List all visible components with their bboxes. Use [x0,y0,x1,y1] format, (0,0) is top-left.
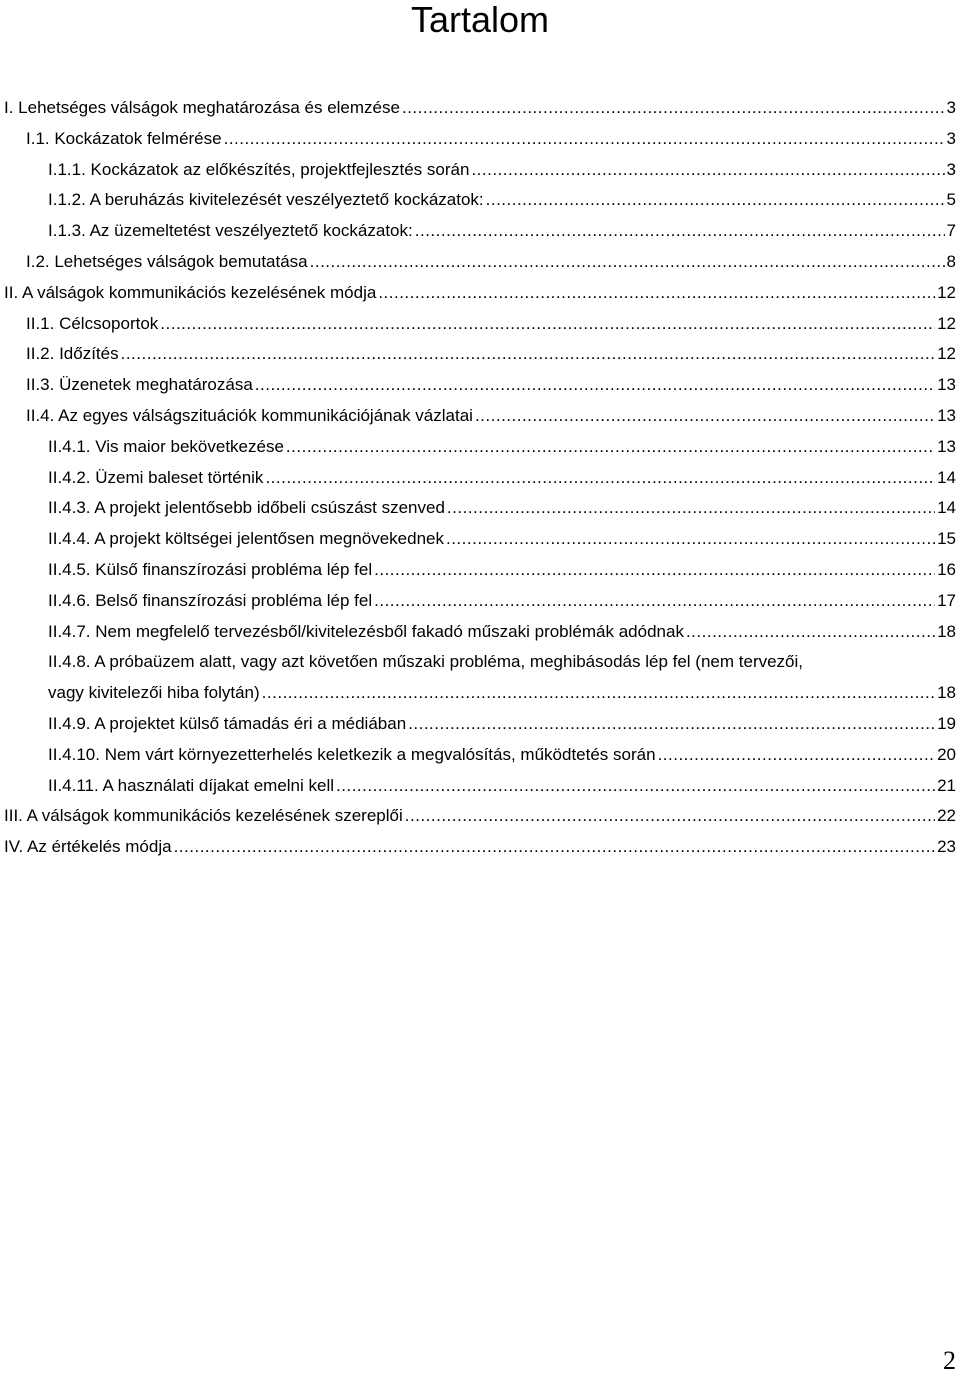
dot-leader [265,463,935,494]
toc-page-number: 3 [946,128,956,148]
table-of-contents [0,93,960,863]
toc-entry[interactable] [0,832,960,863]
page-title: Tartalom [410,0,550,40]
toc-entry[interactable] [0,463,960,494]
toc-page-number: 22 [937,806,956,826]
dot-leader [160,309,935,340]
toc-page-number: 12 [937,344,956,364]
toc-entry[interactable] [0,309,960,340]
toc-entry[interactable] [0,278,960,309]
toc-entry-text: I.1.1. Kockázatok az előkészítés, projektfejlesztés során [48,159,470,179]
toc-page-number: 3 [946,98,956,117]
dot-leader [262,678,935,709]
toc-entry-text: II.4.7. Nem megfelelő tervezésből/kivitelezésből fakadó műszaki problémák adódnak [48,621,684,641]
dot-leader [224,124,945,155]
dot-leader [686,617,935,648]
toc-entry-text: II.4.10. Nem várt környezetterhelés keletkezik a megvalósítás, működtetés során [48,744,656,764]
toc-entry-text: II.3. Üzenetek meghatározása [26,375,253,395]
toc-page-number: 14 [937,498,956,518]
toc-entry[interactable] [0,247,960,278]
dot-leader [486,185,945,216]
toc-entry[interactable] [0,432,960,463]
toc-entry[interactable] [0,586,960,617]
toc-entry-text: II.4.4. A projekt költségei jelentősen megnövekednek [48,529,444,549]
toc-entry[interactable] [0,339,960,370]
toc-entry[interactable] [0,801,960,832]
toc-entry-text: I. Lehetséges válságok meghatározása és elemzése [4,98,400,117]
dot-leader [286,432,935,463]
dot-leader [446,524,935,555]
toc-entry-text: II.4.1. Vis maior bekövetkezése [48,436,284,456]
dot-leader [174,832,936,863]
toc-page-number: 13 [937,405,956,425]
toc-entry-text: II.4.9. A projektet külső támadás éri a médiában [48,713,407,733]
dot-leader [408,709,935,740]
toc-entry-text: II.2. Időzítés [26,344,119,364]
dot-leader [310,247,945,278]
toc-page-number: 12 [937,313,956,333]
toc-entry-text: II.4.2. Üzemi baleset történik [48,467,264,487]
toc-entry[interactable] [0,617,960,648]
dot-leader [415,216,945,247]
toc-entry-text: II. A válságok kommunikációs kezelésének módja [4,282,377,302]
toc-entry[interactable] [0,401,960,432]
toc-entry-text: I.1.2. A beruházás kivitelezését veszélyeztető kockázatok: [48,190,484,210]
toc-entry[interactable] [0,771,960,802]
toc-entry-text: II.4.3. A projekt jelentősebb időbeli csúszást szenved [48,498,445,518]
toc-entry-text: II.4.11. A használati díjakat emelni kell [48,775,335,795]
dot-leader [378,278,935,309]
toc-entry-text: II.4.5. Külső finanszírozási probléma lép fel [48,559,373,579]
toc-entry[interactable] [0,524,960,555]
toc-entry[interactable] [0,93,960,124]
toc-page-number: 21 [937,775,956,795]
toc-entry[interactable] [0,185,960,216]
dot-leader [658,740,936,771]
dot-leader [255,370,935,401]
toc-entry[interactable] [0,647,960,709]
toc-entry-text: II.4.6. Belső finanszírozási probléma lép fel [48,590,373,610]
toc-entry[interactable] [0,124,960,155]
dot-leader [475,401,935,432]
toc-entry[interactable] [0,216,960,247]
toc-page-number: 14 [937,467,956,487]
toc-entry-text: I.1.3. Az üzemeltetést veszélyeztető kockázatok: [48,221,413,241]
toc-entry[interactable] [0,370,960,401]
toc-page-number: 8 [946,251,956,271]
toc-page-number: 17 [937,590,956,610]
toc-page-number: 13 [937,375,956,395]
toc-page-number: 3 [946,159,956,179]
toc-page-number: 18 [937,683,956,703]
toc-entry[interactable] [0,155,960,186]
toc-entry-text: II.4. Az egyes válságszituációk kommunikációjának vázlatai [26,405,473,425]
toc-page-number: 5 [946,190,956,210]
toc-page-number: 15 [937,529,956,549]
page-number: 2 [943,1346,956,1375]
toc-page-number: 18 [937,621,956,641]
toc-entry-text: III. A válságok kommunikációs kezelésének szereplői [4,806,403,826]
toc-entry[interactable] [0,493,960,524]
dot-leader [374,586,935,617]
toc-page-number: 16 [937,559,956,579]
toc-page-number: 12 [937,282,956,302]
toc-page-number: 19 [937,713,956,733]
dot-leader [402,93,945,124]
dot-leader [405,801,935,832]
dot-leader [447,493,935,524]
dot-leader [374,555,935,586]
toc-page-number: 23 [937,837,956,857]
toc-entry-text: I.1. Kockázatok felmérése [26,128,222,148]
dot-leader [471,155,944,186]
toc-entry[interactable] [0,555,960,586]
dot-leader [336,771,935,802]
toc-entry-text: IV. Az értékelés módja [4,837,172,857]
toc-page-number: 7 [946,221,956,241]
toc-entry[interactable] [0,740,960,771]
toc-page-number: 20 [937,744,956,764]
dot-leader [121,339,935,370]
toc-entry[interactable] [0,709,960,740]
toc-entry-text: I.2. Lehetséges válságok bemutatása [26,251,308,271]
toc-page-number: 13 [937,436,956,456]
toc-entry-text-line1: II.4.8. A próbaüzem alatt, vagy azt követően műszaki probléma, meghibásodás lép fel (nem tervezői, [48,652,804,672]
toc-entry-text: II.1. Célcsoportok [26,313,159,333]
toc-entry-text: vagy kivitelezői hiba folytán) [48,683,260,703]
